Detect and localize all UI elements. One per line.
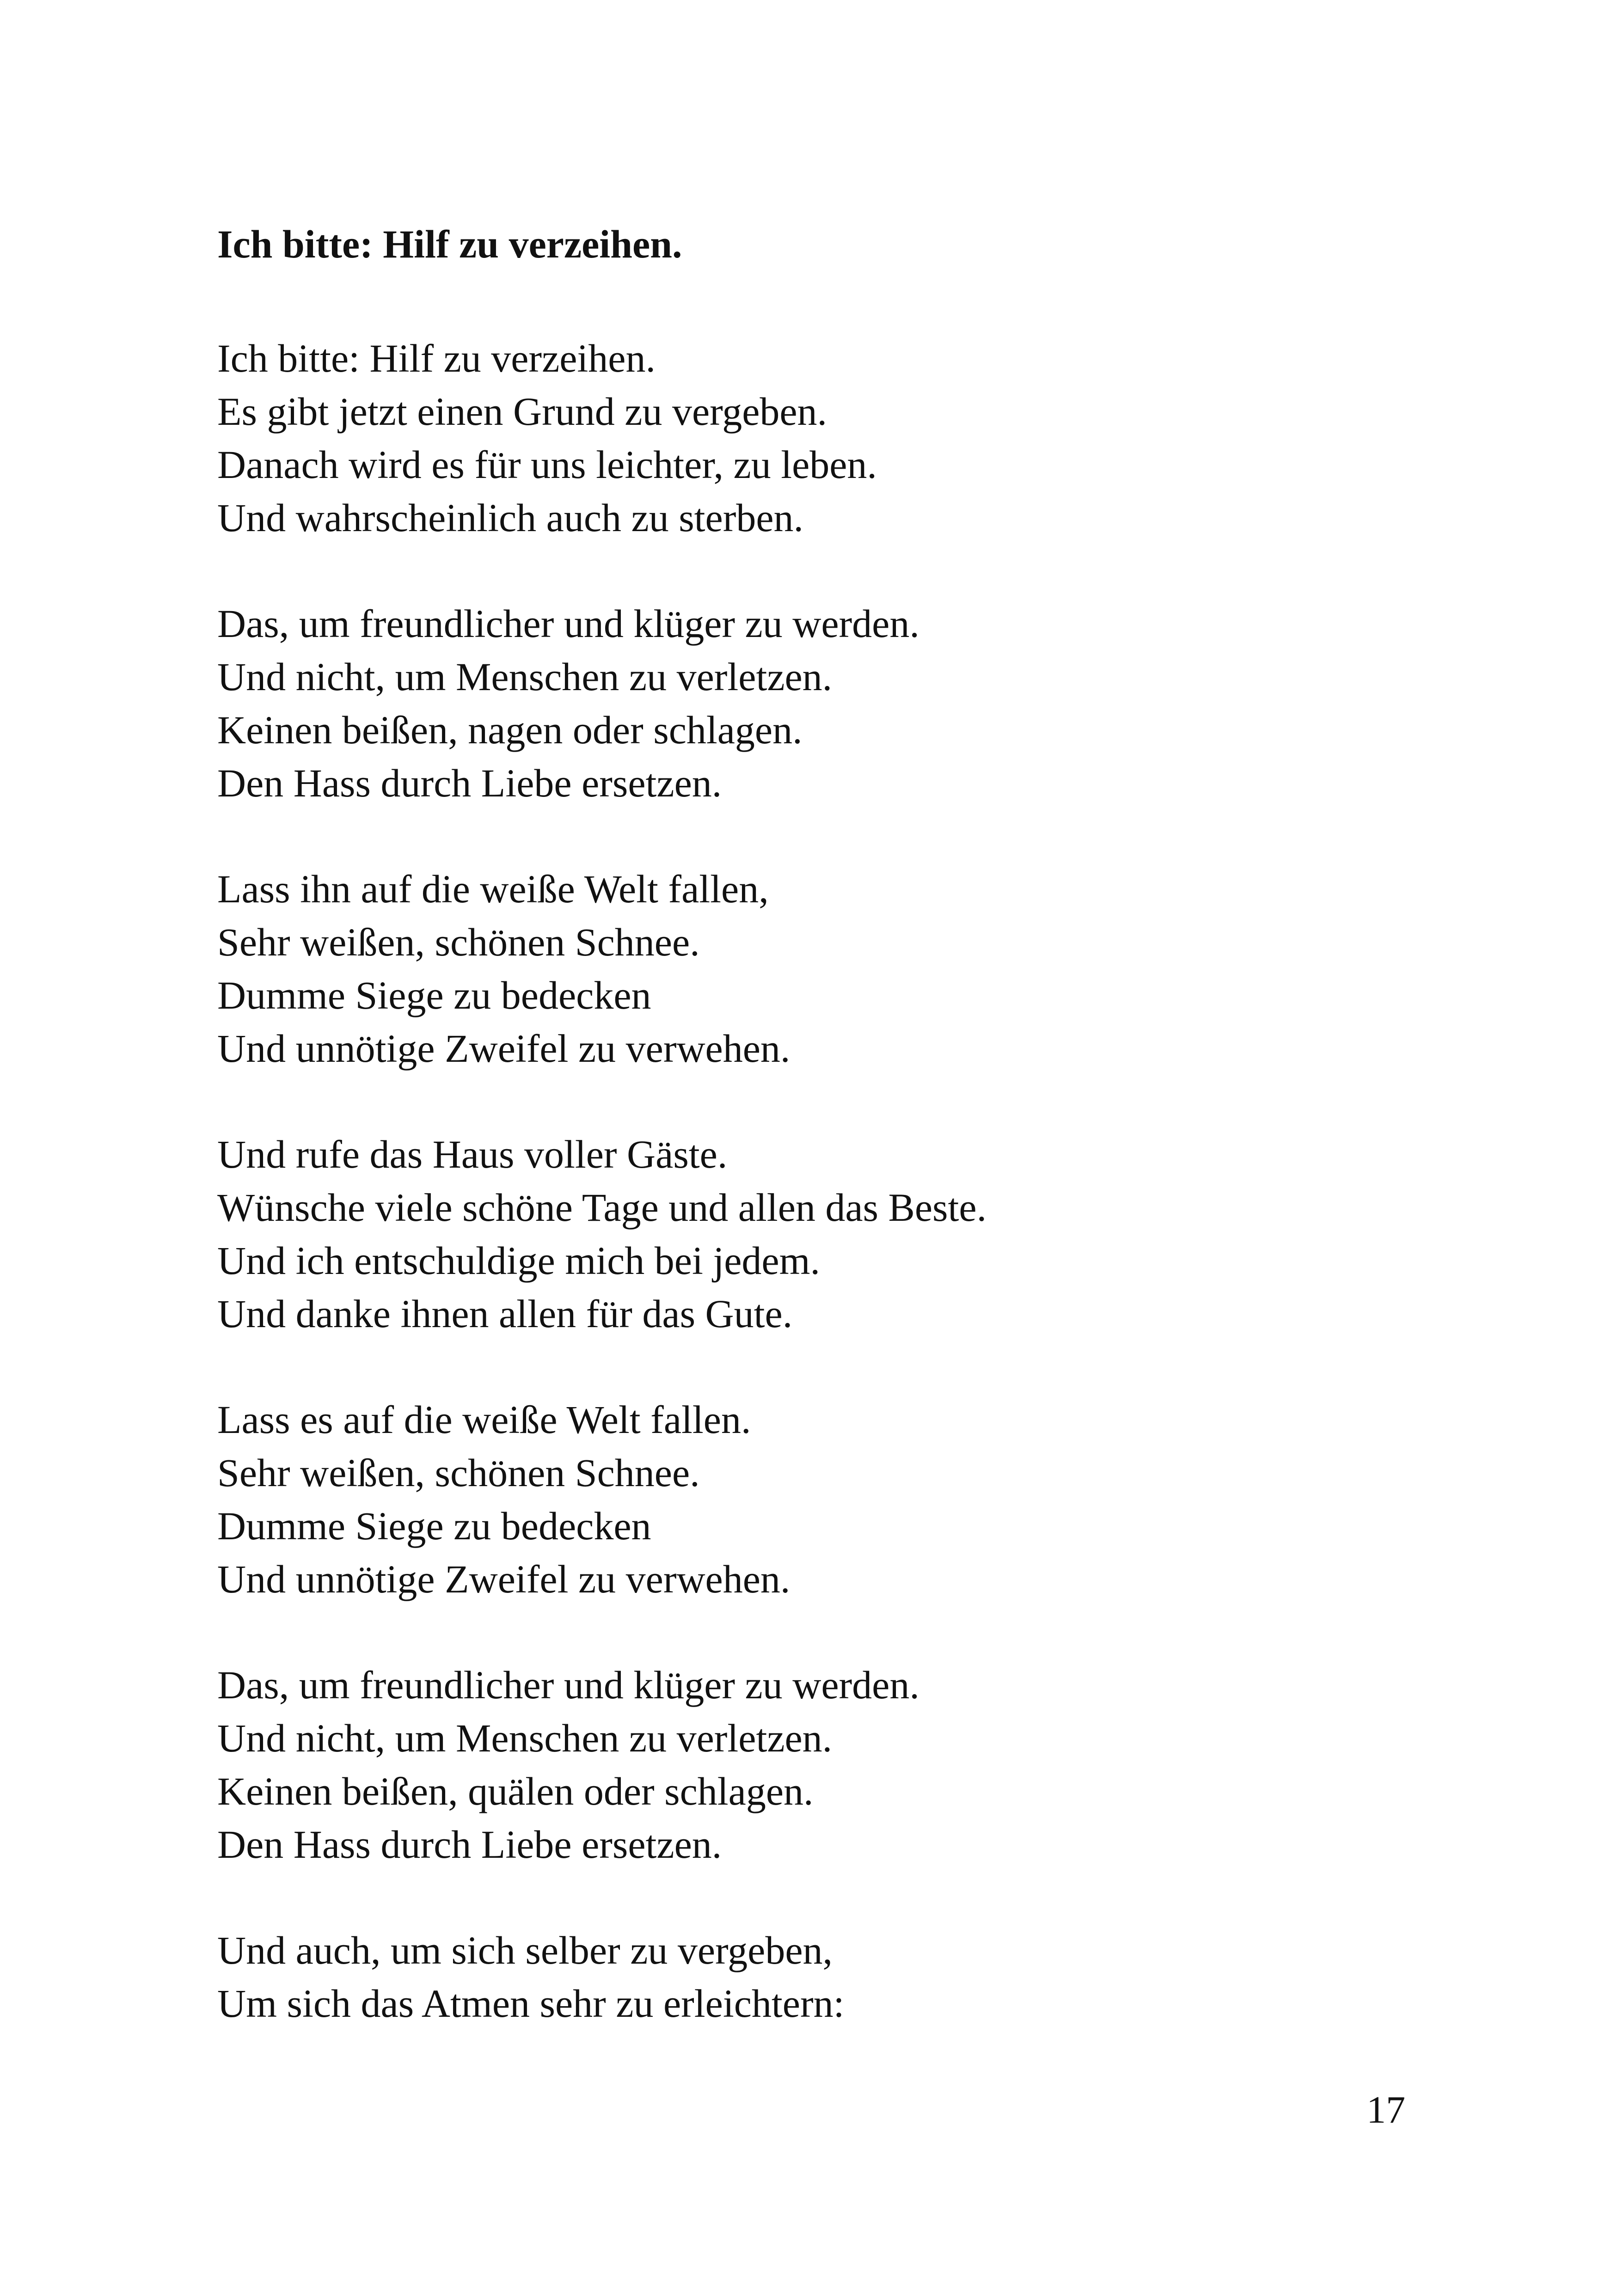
poem-line: Den Hass durch Liebe ersetzen. bbox=[217, 1822, 722, 1867]
poem-line: Und nicht, um Menschen zu verletzen. bbox=[217, 1716, 833, 1760]
poem-line: Sehr weißen, schönen Schnee. bbox=[217, 920, 700, 964]
poem-title: Ich bitte: Hilf zu verzeihen. bbox=[217, 222, 682, 266]
poem-line: Lass ihn auf die weiße Welt fallen, bbox=[217, 867, 769, 911]
poem-body bbox=[217, 332, 1512, 2083]
stanza-6 bbox=[217, 1659, 1512, 1871]
poem-line: Um sich das Atmen sehr zu erleichtern: bbox=[217, 1981, 845, 2026]
stanza-1 bbox=[217, 332, 1512, 545]
poem-line: Es gibt jetzt einen Grund zu vergeben. bbox=[217, 389, 827, 434]
page-number: 17 bbox=[1367, 2088, 1405, 2131]
poem-line: Ich bitte: Hilf zu verzeihen. bbox=[217, 336, 656, 380]
poem-line: Und ich entschuldige mich bei jedem. bbox=[217, 1238, 820, 1283]
poem-line: Und wahrscheinlich auch zu sterben. bbox=[217, 496, 804, 540]
poem-line: Und danke ihnen allen für das Gute. bbox=[217, 1292, 793, 1336]
poem-line: Keinen beißen, nagen oder schlagen. bbox=[217, 708, 803, 752]
poem-line: Das, um freundlicher und klüger zu werden. bbox=[217, 1663, 919, 1707]
stanza-7 bbox=[217, 1924, 1512, 2030]
poem-line: Keinen beißen, quälen oder schlagen. bbox=[217, 1769, 814, 1813]
poem-line: Dumme Siege zu bedecken bbox=[217, 1504, 651, 1548]
stanza-4 bbox=[217, 1128, 1512, 1341]
poem-line: Danach wird es für uns leichter, zu leben. bbox=[217, 442, 877, 487]
poem-line: Sehr weißen, schönen Schnee. bbox=[217, 1451, 700, 1495]
poem-line: Und unnötige Zweifel zu verwehen. bbox=[217, 1026, 791, 1071]
poem-line: Und unnötige Zweifel zu verwehen. bbox=[217, 1557, 791, 1601]
stanza-3 bbox=[217, 863, 1512, 1075]
poem-line: Lass es auf die weiße Welt fallen. bbox=[217, 1397, 751, 1442]
poem-line: Dumme Siege zu bedecken bbox=[217, 973, 651, 1017]
poem-line: Und nicht, um Menschen zu verletzen. bbox=[217, 655, 833, 699]
poem-line: Und rufe das Haus voller Gäste. bbox=[217, 1132, 728, 1176]
poem-line: Das, um freundlicher und klüger zu werden. bbox=[217, 601, 919, 646]
stanza-2 bbox=[217, 597, 1512, 810]
stanza-5 bbox=[217, 1393, 1512, 1606]
poem-line: Und auch, um sich selber zu vergeben, bbox=[217, 1928, 833, 1972]
poem-line: Wünsche viele schöne Tage und allen das Beste. bbox=[217, 1185, 987, 1230]
poem-line: Den Hass durch Liebe ersetzen. bbox=[217, 761, 722, 805]
